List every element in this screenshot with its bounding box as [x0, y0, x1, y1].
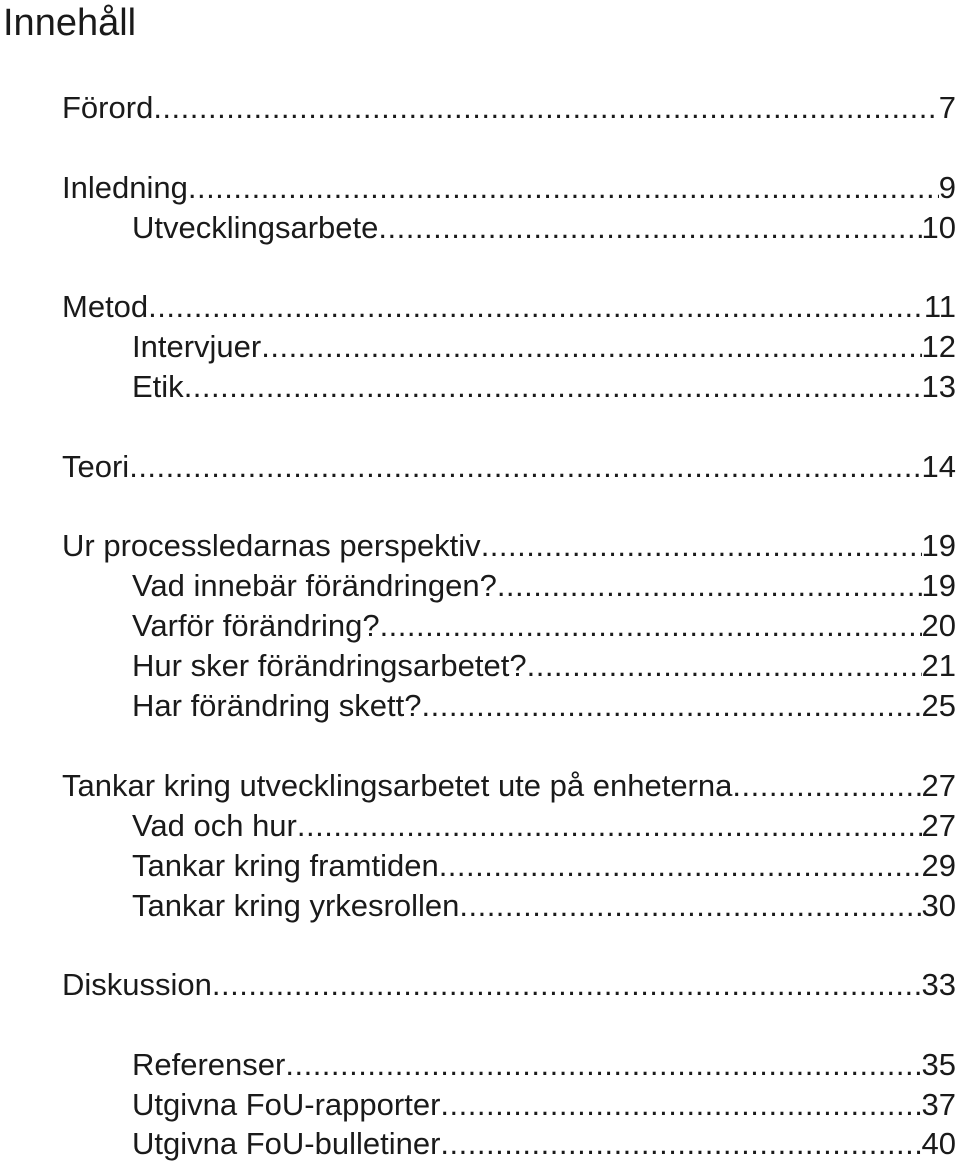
toc-entry-metod [62, 287, 956, 327]
toc-entry-etik [132, 367, 956, 407]
toc-entry-label: Vad innebär förändringen? [132, 568, 497, 603]
toc-entry-teori [62, 447, 956, 487]
toc-entry-page: 40 [921, 1126, 956, 1161]
toc-entry-page: 14 [921, 449, 956, 484]
toc-entry-label: Diskussion [62, 967, 212, 1002]
toc-entry-label: Intervjuer [132, 329, 262, 364]
toc-entry-label: Utvecklingsarbete [132, 210, 379, 245]
toc-entry-label: Inledning [62, 170, 188, 205]
toc-entry-vad-innebar-forandringen [132, 566, 956, 606]
toc-entry-label: Vad och hur [132, 808, 297, 843]
dot-leader [481, 526, 922, 566]
toc-entry-page: 27 [921, 768, 956, 803]
toc-entry-hur-sker-forandringsarbetet [132, 646, 956, 686]
page-title: Innehåll [3, 2, 137, 44]
toc-entry-label: Teori [62, 449, 130, 484]
toc-entry-page: 7 [938, 90, 956, 125]
toc-entry-page: 29 [921, 848, 956, 883]
toc-entry-label: Ur processledarnas perspektiv [62, 528, 481, 563]
toc-entry-page: 19 [921, 568, 956, 603]
toc-entry-tankar-kring-yrkesrollen [132, 886, 956, 926]
toc-entry-intervjuer [132, 327, 956, 367]
toc-entry-page: 27 [921, 808, 956, 843]
toc-entry-tankar-kring-utvecklingsarbetet [62, 766, 956, 806]
dot-leader [440, 1124, 921, 1164]
toc-entry-page: 20 [921, 608, 956, 643]
toc-entry-utgivna-fou-bulletiner [132, 1124, 956, 1164]
dot-leader [188, 168, 939, 208]
dot-leader [378, 208, 921, 248]
toc-entry-page: 21 [921, 648, 956, 683]
toc-entry-label: Har förändring skett? [132, 688, 422, 723]
dot-leader [261, 327, 921, 367]
toc-entry-label: Utgivna FoU-bulletiner [132, 1126, 441, 1161]
toc-entry-label: Metod [62, 289, 149, 324]
toc-entry-page: 13 [921, 369, 956, 404]
toc-entry-inledning [62, 168, 956, 208]
toc-entry-tankar-kring-framtiden [132, 846, 956, 886]
dot-leader [439, 846, 922, 886]
toc-entry-label: Tankar kring framtiden [132, 848, 439, 883]
toc-entry-utgivna-fou-rapporter [132, 1085, 956, 1125]
dot-leader [129, 447, 921, 487]
toc-entry-har-forandring-skett [132, 686, 956, 726]
toc-entry-label: Utgivna FoU-rapporter [132, 1087, 441, 1122]
toc-entry-page: 9 [938, 170, 956, 205]
dot-leader [153, 88, 938, 128]
dot-leader [380, 606, 922, 646]
toc-entry-vad-och-hur [132, 806, 956, 846]
dot-leader [497, 566, 922, 606]
toc-entry-diskussion [62, 965, 956, 1005]
toc-entry-page: 33 [921, 967, 956, 1002]
toc-entry-ur-processledarnas-perspektiv [62, 526, 956, 566]
dot-leader [184, 367, 922, 407]
dot-leader [459, 886, 921, 926]
dot-leader [421, 686, 921, 726]
dot-leader [212, 965, 922, 1005]
toc-entry-label: Referenser [132, 1047, 286, 1082]
toc-entry-page: 30 [921, 888, 956, 923]
toc-entry-page: 19 [921, 528, 956, 563]
toc-entry-varfor-forandring [132, 606, 956, 646]
toc-entry-label: Etik [132, 369, 184, 404]
dot-leader [732, 766, 921, 806]
toc-entry-page: 11 [923, 289, 956, 324]
toc-entry-page: 10 [921, 210, 956, 245]
dot-leader [285, 1045, 921, 1085]
dot-leader [297, 806, 922, 846]
toc-entry-page: 37 [921, 1087, 956, 1122]
toc-entry-label: Varför förändring? [132, 608, 380, 643]
toc-entry-utvecklingsarbete [132, 208, 956, 248]
toc-entry-label: Tankar kring yrkesrollen [132, 888, 460, 923]
dot-leader [440, 1085, 921, 1125]
toc-entry-label: Hur sker förändringsarbetet? [132, 648, 527, 683]
toc-entry-page: 35 [921, 1047, 956, 1082]
toc-entry-label: Tankar kring utvecklingsarbetet ute på enheterna [62, 768, 733, 803]
toc-entry-label: Förord [62, 90, 154, 125]
toc-entry-page: 25 [921, 688, 956, 723]
toc-entry-referenser [132, 1045, 956, 1085]
dot-leader [527, 646, 922, 686]
toc-entry-page: 12 [921, 329, 956, 364]
dot-leader [148, 287, 924, 327]
toc-entry-forord [62, 88, 956, 128]
